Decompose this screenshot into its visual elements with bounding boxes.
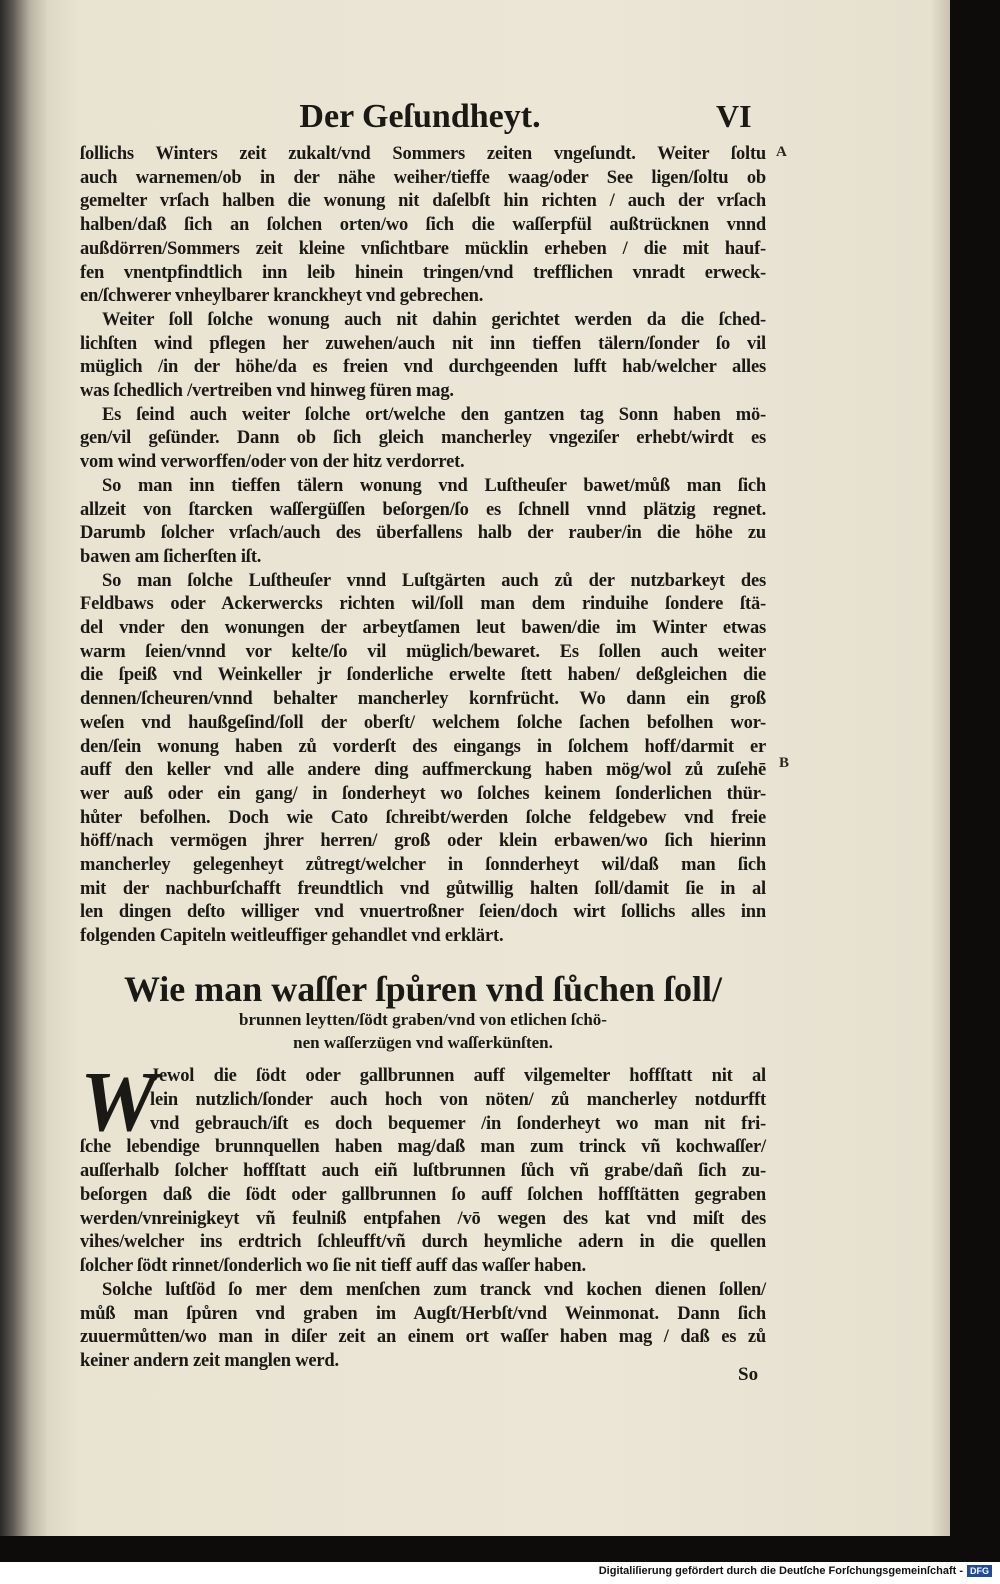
text-line: mit der nachburſchafft freundtlich vnd gůtwillig halten ſoll/damit ſie in al <box>80 878 766 899</box>
text-line: auff den keller vnd alle andere ding auffmerckung haben mög/wol zů zuſehē <box>80 760 766 781</box>
text-line: Jewol die ſödt oder gallbrunnen auff vilgemelter hoffſtatt nit al <box>150 1066 766 1086</box>
text-line: höff/nach vermögen jhrer herren/ groß oder klein erbawen/wo ſich hierinn <box>80 831 766 852</box>
text-line: werden/vnreinigkeyt vñ feulniß entpfahen /vō wegen des kat vnd miſt des <box>80 1208 766 1229</box>
folio-number: VI <box>716 98 752 134</box>
chapter-subtitle-line: nen waſſerzügen vnd waſſerkünſten. <box>293 1033 553 1052</box>
text-line: lichſten wind pflegen her zuwehen/auch nit inn tieffen tälern/ſonder ſo vil <box>80 333 766 354</box>
text-line: auch warnemen/ob in der nähe weiher/tieffe waag/oder See ligen/ſoltu ob <box>80 167 766 188</box>
text-line: mancherley gelegenheyt zůtregt/welcher in ſonnderheyt wil/daß man ſich <box>80 855 766 875</box>
running-head: Der Geſundheyt. <box>299 98 541 135</box>
text-line: dennen/ſcheuren/vnnd behalter mancherley kornfrücht. Wo dann ein groß <box>80 689 766 710</box>
text-line: gen/vil geſünder. Dann ob ſich gleich mancherley vngeziſer erhebt/wirdt es <box>80 428 766 449</box>
text-line: vnd gebrauch/iſt es doch bequemer /in ſonderheyt wo man nit fri- <box>150 1113 766 1134</box>
text-line: ſolcher ſödt rinnet/ſonderlich wo ſie nit tieff auff das waſſer haben. <box>80 1256 586 1276</box>
margin-note-b: B <box>779 755 790 771</box>
text-line: halben/daß ſich an ſolchen orten/wo ſich die waſſerpfül außtrücknen vnnd <box>80 215 766 236</box>
text-line: lein nutzlich/ſonder auch hoch von nöten/ zů mancherley notdurfft <box>150 1089 766 1110</box>
text-line: auſſerhalb ſolcher hoffſtatt auch eiñ luſtbrunnen ſůch vñ grabe/dañ ſich zu- <box>80 1161 766 1181</box>
text-line: vom wind verworffen/oder von der hitz verdorret. <box>80 452 465 473</box>
text-line: müglich /in der höhe/da es freien vnd durchgeenden lufft hab/welcher alles <box>80 357 766 378</box>
credit-text: Digitaliſierung gefördert durch die Deutſche Forſchungsgemeinſchaft - <box>598 1565 963 1577</box>
text-line: en/ſchwerer vnheylbarer kranckheyt vnd gebrechen. <box>80 286 484 307</box>
text-line: zuuermůtten/wo man in diſer zeit an einem ort waſſer haben mag / daß es zů <box>80 1327 766 1348</box>
text-line: So man ſolche Luſtheuſer vnnd Luſtgärten auch zů der nutzbarkeyt des <box>102 570 766 591</box>
text-line: ſche lebendige brunnquellen haben mag/daß man zum trinck vñ kochwaſſer/ <box>80 1137 766 1158</box>
text-line: weſen vnd haußgeſind/ſoll der oberſt/ welchem ſolche ſachen befolhen wor- <box>80 712 766 733</box>
text-line: Darumb ſolcher vrſach/auch des überfallens halb der rauber/in die höhe zu <box>80 523 766 544</box>
text-line: ſollichs Winters zeit zukalt/vnd Sommers zeiten vngeſundt. Weiter ſoltu <box>80 144 766 164</box>
chapter-subtitle-line: brunnen leytten/ſödt graben/vnd von etlichen ſchö- <box>239 1010 607 1029</box>
drop-cap: W <box>80 1053 157 1149</box>
text-line: allzeit von ſtarcken waſſergüſſen beſorgen/ſo es ſchnell vnnd plätzig regnet. <box>80 499 766 520</box>
text-line: Solche luſtſöd ſo mer dem menſchen zum tranck vnd kochen dienen ſollen/ <box>102 1279 766 1300</box>
text-line: den/ſein wonung haben zů vorderſt des eingangs in ſolchem hoff/darmit er <box>80 736 766 757</box>
text-line: fen vnentpfindtlich inn leib hinein tringen/vnd trefflichen vnradt erweck- <box>80 262 766 283</box>
text-line: můß man ſpůren vnd graben im Augſt/Herbſt/vnd Weinmonat. Dann ſich <box>80 1303 766 1324</box>
margin-note-a: A <box>776 144 787 160</box>
catchword: So <box>738 1364 759 1385</box>
text-line: die ſpeiß vnd Weinkeller jr ſonderliche erwelte ſtett haben/ deßgleichen die <box>80 665 766 686</box>
dfg-logo: DFG <box>967 1565 992 1577</box>
chapter-title: Wie man waſſer ſpůren vnd ſůchen ſoll/ <box>123 969 723 1009</box>
text-line: Weiter ſoll ſolche wonung auch nit dahin gerichtet werden da die ſched- <box>102 309 766 330</box>
text-line: hůter befolhen. Doch wie Cato ſchreibt/werden ſolche feldgebew vnd freie <box>80 807 766 828</box>
text-line: vihes/welcher ins erdtrich ſchleufft/vñ durch heymliche adern in die quellen <box>80 1232 766 1253</box>
text-line: Es ſeind auch weiter ſolche ort/welche den gantzen tag Sonn haben mö- <box>102 404 766 425</box>
text-line: gemelter vrſach halben die wonung nit daſelbſt hin richten / auch der vrſach <box>80 191 766 212</box>
text-line: keiner andern zeit manglen werd. <box>80 1351 339 1371</box>
text-line: wer auß oder ein gang/ in ſonderheyt wo ſolches keinem ſonderlichen thür- <box>80 783 766 804</box>
text-line: bawen am ſicherſten iſt. <box>80 546 262 567</box>
text-line: beſorgen daß die ſödt oder gallbrunnen ſo auff ſolchen hoffſtätten gegraben <box>80 1184 766 1205</box>
text-line: So man inn tieffen tälern wonung vnd Luſtheuſer bawet/můß man ſich <box>102 475 766 496</box>
text-line: außdörren/Sommers zeit kleine vnſichtbare mücklin erheben / die mit hauf- <box>80 238 766 259</box>
text-line: del vnder den wonungen der arbeytſamen leut bawen/die im Winter etwas <box>80 618 766 638</box>
text-line: warm ſeien/vnnd vor kelte/ſo vil müglich/bewaret. Es ſollen auch weiter <box>80 641 766 662</box>
text-line: folgenden Capiteln weitleuffiger gehandlet vnd erklärt. <box>80 926 504 947</box>
text-line: len dingen deſto williger vnd vnuertroßner ſeien/doch wirt ſollichs alles inn <box>80 902 766 923</box>
text-line: was ſchedlich /vertreiben vnd hinweg füren mag. <box>80 381 454 401</box>
digitization-credit <box>599 1565 992 1577</box>
text-line: Feldbaws oder Ackerwercks richten wil/ſoll man dem rinduihe ſondere ſtä- <box>80 594 766 615</box>
